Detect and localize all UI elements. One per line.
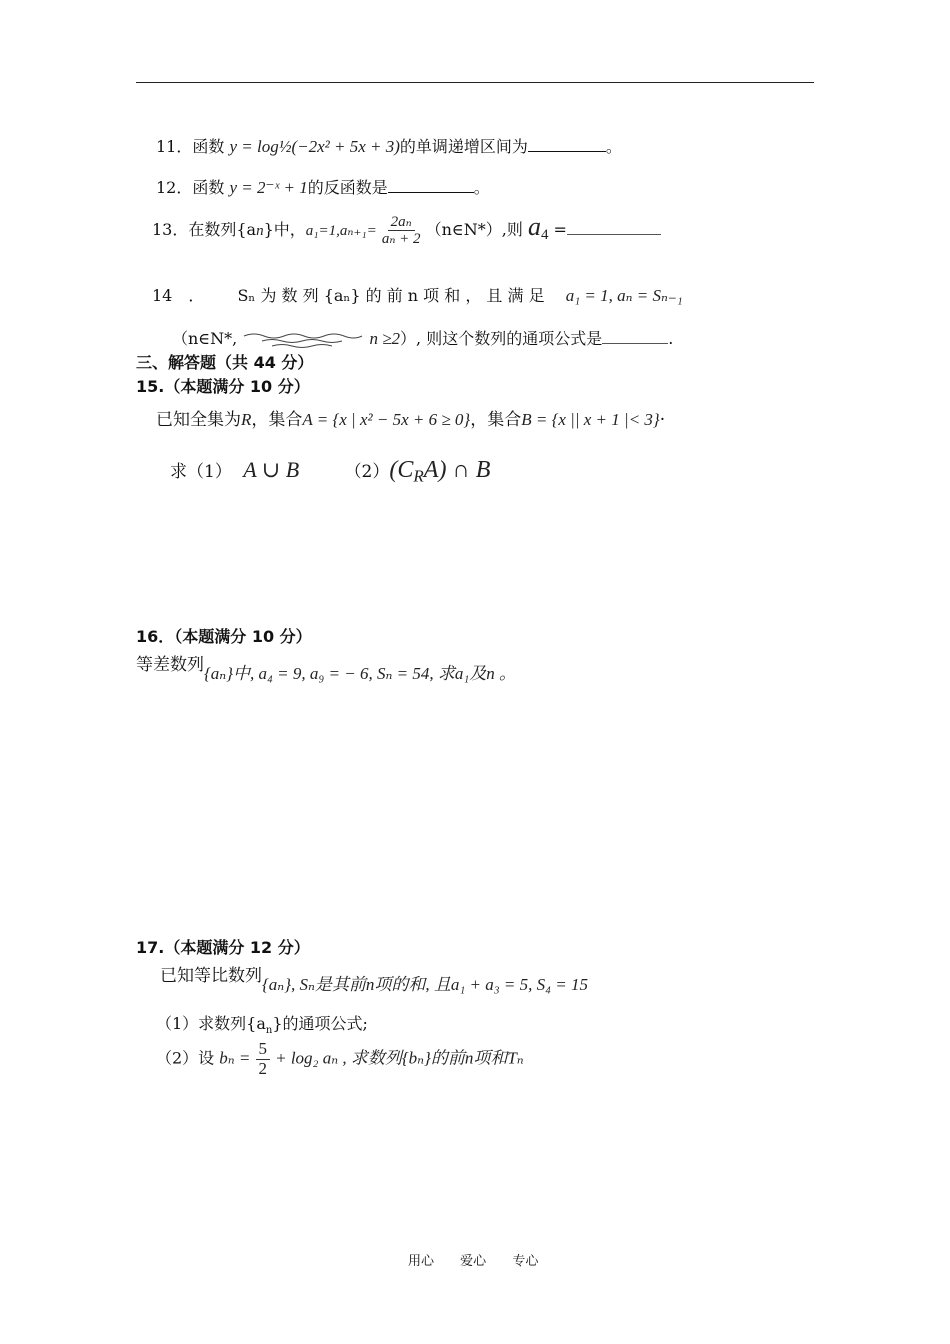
question-16-stem: 等差数列{aₙ}中, a₄ = 9, a₉ = − 6, Sₙ = 54, 求a₁及n 。 <box>136 655 516 683</box>
page-footer: 用心 爱心 专心 <box>408 1254 539 1269</box>
question-number: 14 ． <box>152 286 205 305</box>
formula: y = 2⁻ˣ + 1 <box>229 178 308 197</box>
answer-blank[interactable] <box>388 191 474 193</box>
fraction: $\frac{\text{2aₙ}}{\text{aₙ + 2}}$ <box>381 213 421 247</box>
formula: {aₙ}中, a₄ = 9, a₉ = − 6, Sₙ = 54, 求a₁及n 。 <box>204 664 516 683</box>
question-13: 13．在数列{an}中，a₁=1,aₙ₊₁= $\frac{\text{2aₙ}}{\text{aₙ + 2}}$ （n∈N*）,则 $a_4$ = <box>152 212 661 248</box>
question-text: （n∈N*, <box>172 329 238 348</box>
question-12: 12．函数 y = 2⁻ˣ + 1的反函数是 。 <box>156 178 490 197</box>
answer-blank[interactable] <box>528 150 606 152</box>
answer-blank[interactable] <box>602 342 668 344</box>
formula: {aₙ}, Sₙ是其前n项的和, 且a₁ + a₃ = 5, S₄ = 15 <box>262 975 589 994</box>
question-15-title: 15.（本题满分 10 分） <box>136 377 310 396</box>
question-17-title: 17.（本题满分 12 分） <box>136 938 310 957</box>
question-text: ）, 则这个数列的通项公式是 <box>400 329 603 348</box>
formula: a₁ = 1, aₙ = Sₙ₋₁ <box>565 286 683 305</box>
section-title: 三、解答题（共 44 分） <box>136 353 314 372</box>
formula: + log₂ aₙ , 求数列{bₙ}的前n项和Tₙ <box>275 1048 524 1068</box>
question-14-line2: （n∈N*, n ≥2）, 则这个数列的通项公式是 . <box>172 329 674 348</box>
formula: (C <box>389 457 414 483</box>
question-11: 11．函数 y = log½(−2x² + 5x + 3)的单调递增区间为 。 <box>156 137 622 156</box>
formula: n ≥2 <box>369 329 401 348</box>
question-17-stem: 已知等比数列{aₙ}, Sₙ是其前n项的和, 且a₁ + a₃ = 5, S₄ = 15 <box>160 966 589 994</box>
question-16-title: 16．（本题满分 10 分） <box>136 627 312 646</box>
wavy-decoration <box>242 330 364 350</box>
question-text: Sₙ 为 数 列 {aₙ} 的 前 n 项 和 ， 且 满 足 <box>237 286 545 305</box>
answer-blank[interactable] <box>567 233 661 235</box>
question-15-stem: 已知全集为R，集合A = {x | x² − 5x + 6 ≥ 0}，集合B = {x || x + 1 |< 3}· <box>156 410 666 430</box>
question-15-parts: 求（1） A ∪ B $(2)(C_RA)$ ∩ B <box>170 457 491 486</box>
question-number: 11． <box>156 137 193 156</box>
question-17-part1: （1）求数列$\{a_n\}$的通项公式; <box>156 1014 368 1037</box>
question-text: 的单调递增区间为 <box>399 137 528 156</box>
fraction: $\frac{5}{2}$ <box>256 1040 271 1078</box>
formula: bₙ = <box>219 1048 251 1068</box>
part-label: （2） <box>344 462 390 482</box>
question-text: （n∈N*）,则 <box>425 220 523 239</box>
question-text: 在数列{a <box>188 220 257 239</box>
question-14 <box>152 283 683 306</box>
question-text: 函数 <box>192 137 225 156</box>
formula: A ∪ B <box>243 457 300 482</box>
question-text: 函数 <box>192 178 225 197</box>
header-rule <box>136 82 814 83</box>
target-term: a <box>527 212 541 241</box>
formula: y = log½(−2x² + 5x + 3) <box>229 137 400 156</box>
part-label: 求（1） <box>170 462 232 482</box>
formula: a₁=1,aₙ₊₁= <box>305 223 377 239</box>
question-number: 13． <box>152 220 189 239</box>
set-a: A = {x | x² − 5x + 6 ≥ 0} <box>302 410 471 429</box>
set-b: B = {x || x + 1 |< 3} <box>521 410 660 429</box>
question-number: 12． <box>156 178 193 197</box>
question-text: 的反函数是 <box>307 178 388 197</box>
question-17-part2: （2）设 bₙ = $\frac{5}{2}$ + log₂ aₙ , 求数列{bₙ}的前n项和Tₙ <box>156 1039 524 1078</box>
